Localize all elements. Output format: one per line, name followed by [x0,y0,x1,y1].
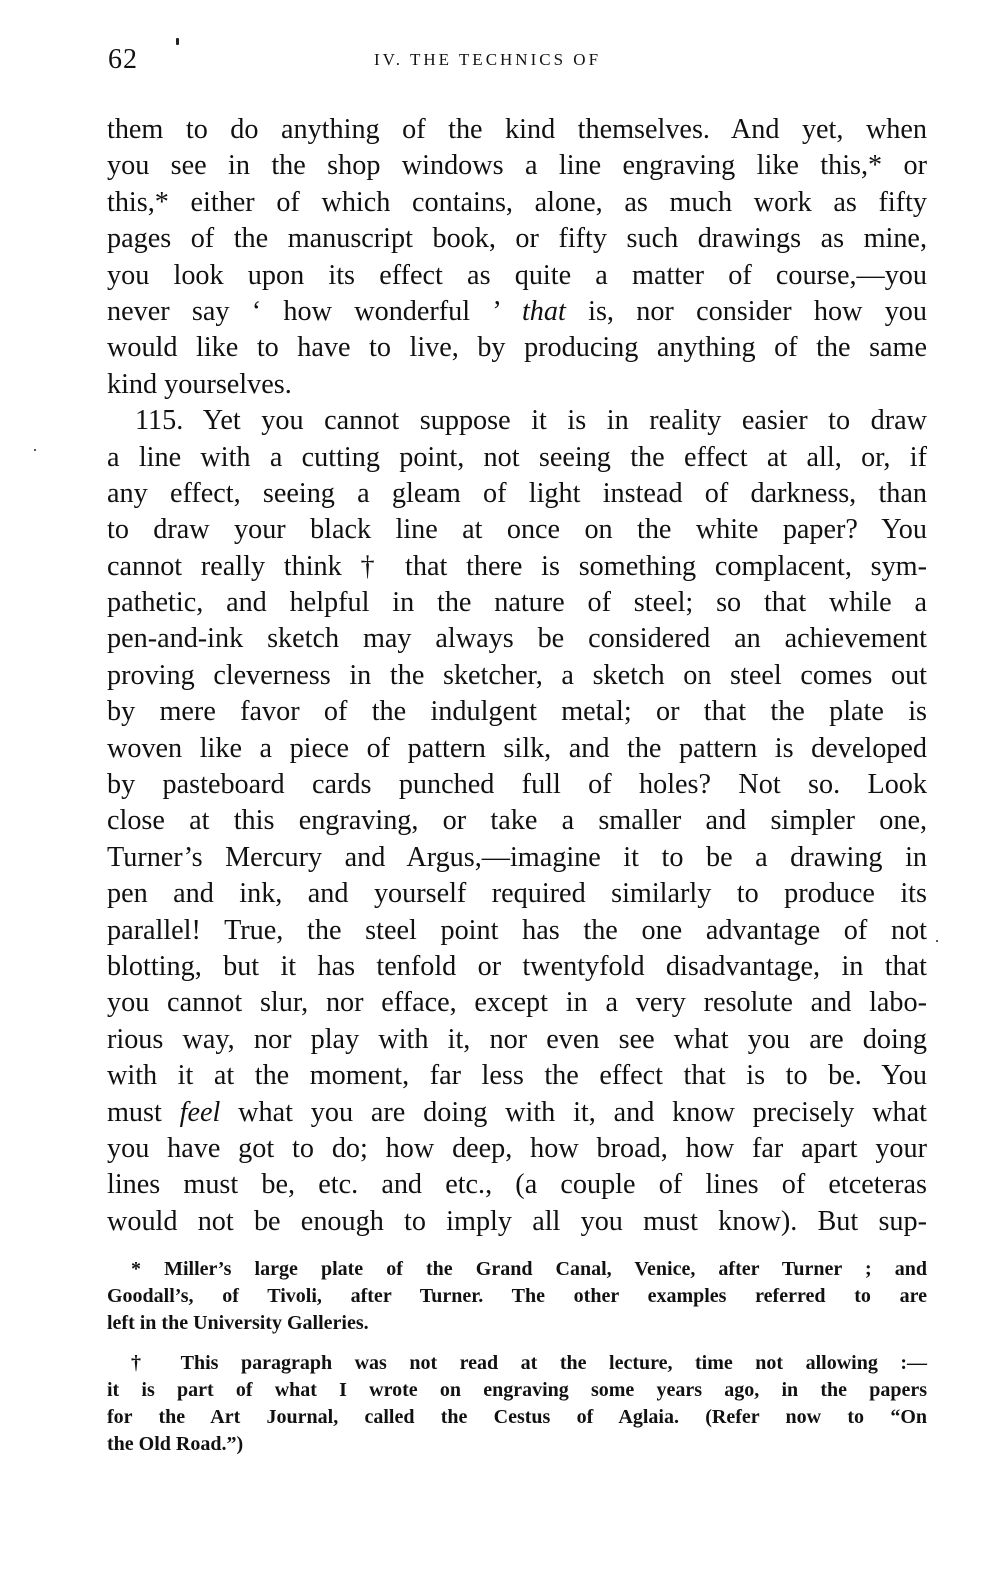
body-line: parallel! True, the steel point has the one advantage of not [107,914,927,946]
body-text [107,112,927,1240]
body-line: them to do anything of the kind themselves. And yet, when [107,114,927,145]
page-number: 62 [108,44,138,75]
body-line: woven like a piece of pattern silk, and the pattern is developed [107,732,927,764]
body-line: you cannot slur, nor efface, except in a very resolute and labo- [107,987,927,1019]
footnote-line: for the Art Journal, called the Cestus of Aglaia. (Refer now to “On [107,1405,927,1428]
footnote-line: the Old Road.”) [107,1433,244,1456]
body-line: by pasteboard cards punched full of holes? Not so. Look [107,769,927,801]
running-head: IV. THE TECHNICS OF [374,50,602,69]
footnote-line: † This paragraph was not read at the lecture, time not allowing :— [131,1351,927,1374]
footnote-line: Goodall’s, of Tivoli, after Turner. The other examples referred to are [107,1285,927,1308]
body-line: must feel what you are doing with it, and know precisely what [107,1096,927,1128]
footnote-line: * Miller’s large plate of the Grand Canal, Venice, after Turner ; and [131,1258,927,1280]
footnote-dagger [107,1350,927,1459]
body-line: would not be enough to imply all you must know). But sup- [107,1205,927,1237]
body-line: you see in the shop windows a line engraving like this,* or [107,150,927,182]
body-line: pen and ink, and yourself required similarly to produce its [107,878,927,910]
body-line: would like to have to live, by producing anything of the same [107,332,927,364]
body-line: pages of the manuscript book, or fifty such drawings as mine, [107,223,927,255]
body-line: proving cleverness in the sketcher, a sketch on steel comes out [107,659,927,691]
body-line: kind yourselves. [107,368,292,400]
body-line: to draw your black line at once on the white paper? You [107,514,927,546]
body-line: any effect, seeing a gleam of light instead of darkness, than [107,477,927,509]
body-line: a line with a cutting point, not seeing the effect at all, or, if [107,441,927,473]
body-line: you have got to do; how deep, how broad, how far apart your [107,1132,927,1164]
body-line: Turner’s Mercury and Argus,—imagine it to be a drawing in [107,841,927,873]
body-line: lines must be, etc. and etc., (a couple of lines of etceteras [107,1169,927,1201]
paragraph-115-start: 115. Yet you cannot suppose it is in reality easier to draw [135,405,927,437]
body-line: rious way, nor play with it, nor even see what you are doing [107,1023,927,1055]
ink-speck [34,449,36,451]
footnote-line: it is part of what I wrote on engraving some years ago, in the papers [107,1378,927,1401]
body-line: never say ‘ how wonderful ’ that is, nor consider how you [107,295,927,327]
footnotes [107,1256,927,1458]
body-line: cannot really think † that there is something complacent, sym- [107,550,927,582]
body-line: pen-and-ink sketch may always be considered an achievement [107,623,927,655]
body-line: you look upon its effect as quite a matter of course,—you [107,259,927,291]
footnote-line: left in the University Galleries. [107,1312,369,1335]
body-line: with it at the moment, far less the effect that is to be. You [107,1060,927,1092]
ink-speck [176,38,179,45]
body-line: blotting, but it has tenfold or twentyfold disadvantage, in that [107,950,927,982]
body-line: close at this engraving, or take a smaller and simpler one, [107,805,927,837]
body-line: pathetic, and helpful in the nature of steel; so that while a [107,587,927,619]
body-line: this,* either of which contains, alone, as much work as fifty [107,186,927,218]
footnote-asterisk [107,1256,927,1338]
ink-speck [936,940,938,942]
body-line: by mere favor of the indulgent metal; or that the plate is [107,696,927,728]
